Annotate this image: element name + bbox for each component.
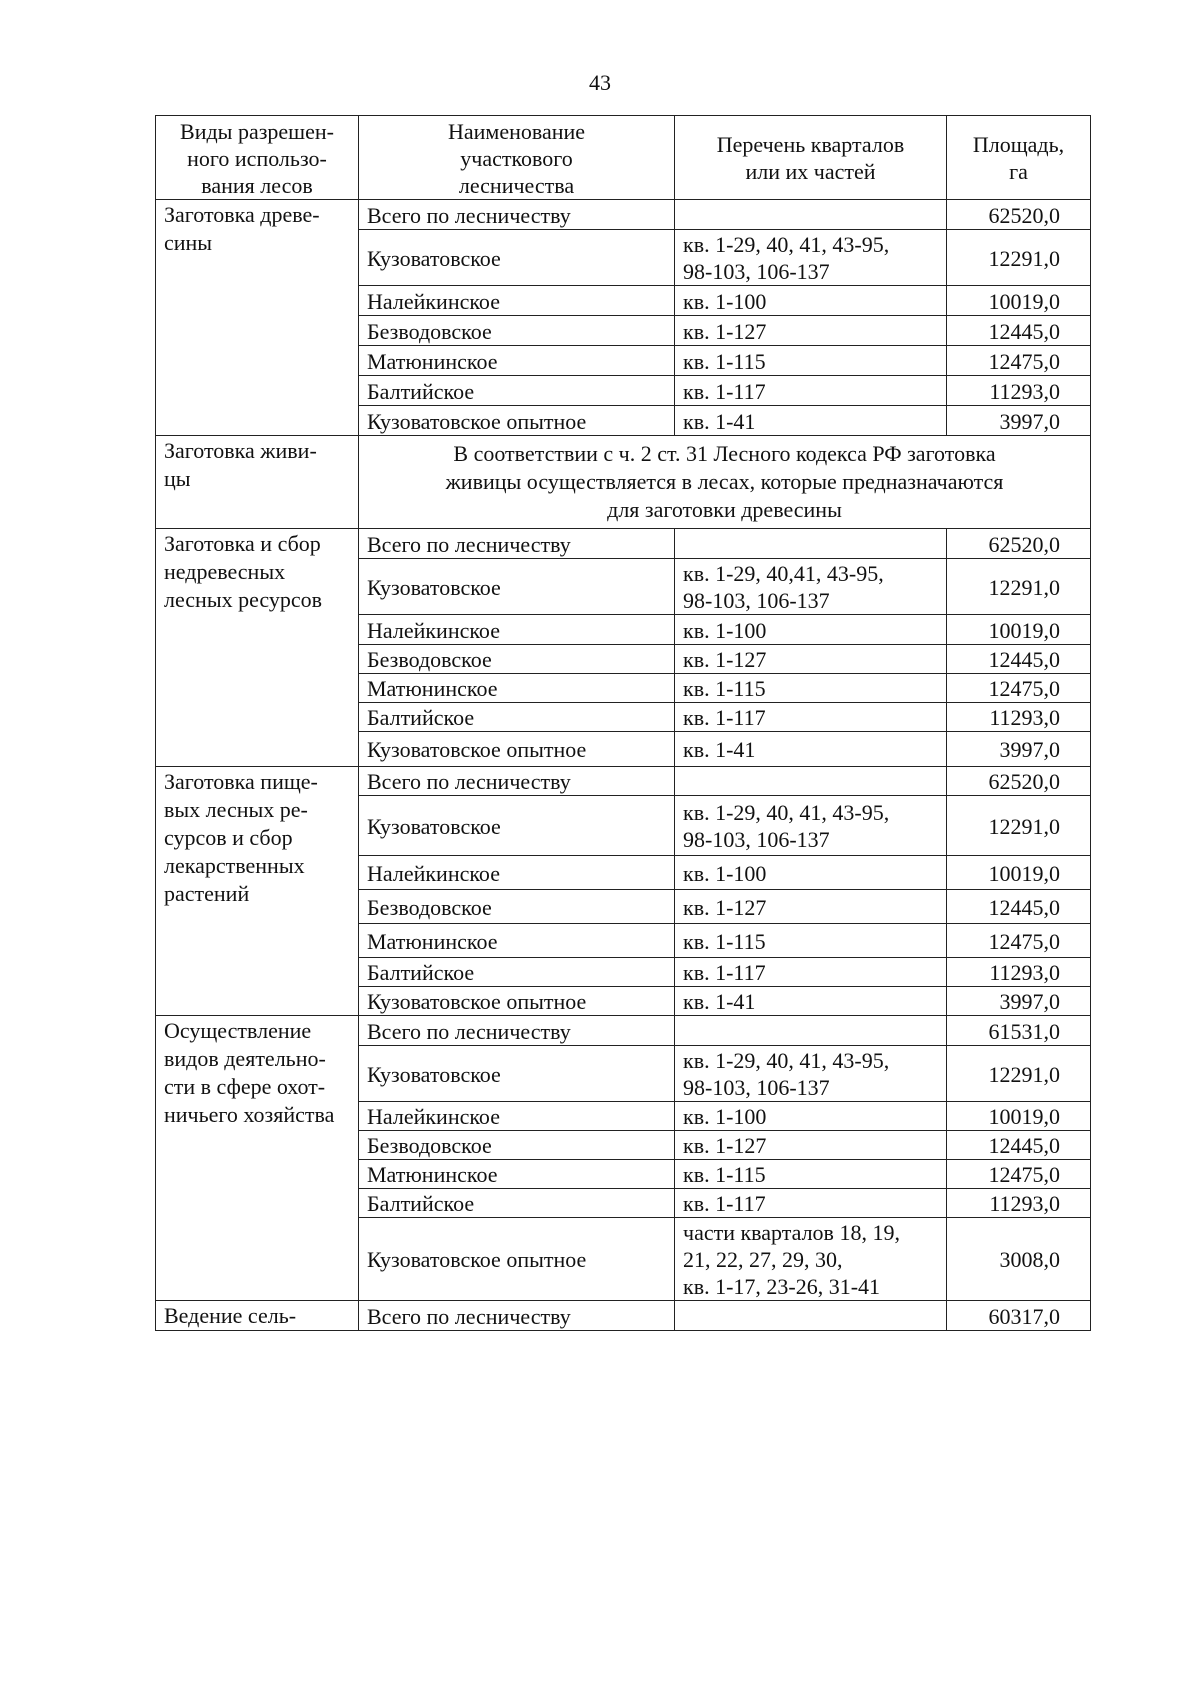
- area-cell: [947, 376, 1091, 406]
- area-text: 12291,0: [988, 574, 1060, 600]
- quarters-cell: [675, 230, 947, 286]
- quarters-text: части кварталов 18, 19, 21, 22, 27, 29, 30, кв. 1-17, 23-26, 31-41: [683, 1220, 900, 1299]
- area-text: 12475,0: [988, 1162, 1060, 1187]
- area-text: 11293,0: [989, 705, 1060, 730]
- district-text: Балтийское: [367, 378, 475, 404]
- area-text: 12291,0: [988, 245, 1060, 271]
- quarters-cell: [675, 703, 947, 732]
- area-text: 3997,0: [999, 989, 1060, 1014]
- district-text: Всего по лесничеству: [367, 531, 571, 557]
- quarters-text: кв. 1-117: [683, 960, 766, 985]
- table-row: [156, 529, 1091, 559]
- quarters-cell: [675, 796, 947, 856]
- use-type-text: Заготовка и сбор недревесных лесных ресурсов: [164, 531, 323, 612]
- header-area: [947, 116, 1091, 200]
- area-text: 12475,0: [988, 676, 1060, 701]
- area-cell: [947, 703, 1091, 732]
- area-cell: [947, 890, 1091, 924]
- quarters-text: кв. 1-100: [683, 1104, 767, 1129]
- district-text: Безводовское: [367, 318, 492, 344]
- district-cell: [359, 958, 675, 987]
- area-text: 62520,0: [988, 769, 1060, 794]
- quarters-text: кв. 1-115: [683, 348, 766, 374]
- district-text: Налейкинское: [367, 617, 500, 643]
- header-quarters: [675, 116, 947, 200]
- area-text: 12475,0: [988, 348, 1060, 374]
- district-text: Налейкинское: [367, 860, 500, 886]
- area-text: 61531,0: [988, 1018, 1060, 1044]
- district-cell: [359, 924, 675, 958]
- quarters-cell: [675, 767, 947, 796]
- area-text: 3997,0: [999, 737, 1060, 762]
- area-cell: [947, 559, 1091, 615]
- area-text: 62520,0: [988, 202, 1060, 228]
- use-type-cell: [156, 200, 359, 436]
- district-text: Кузоватовское: [367, 574, 501, 600]
- district-text: Кузоватовское: [367, 813, 501, 839]
- district-cell: [359, 376, 675, 406]
- quarters-text: кв. 1-100: [683, 860, 767, 886]
- quarters-cell: [675, 529, 947, 559]
- area-text: 12475,0: [988, 928, 1060, 954]
- quarters-cell: [675, 286, 947, 316]
- district-text: Кузоватовское опытное: [367, 989, 587, 1014]
- quarters-cell: [675, 316, 947, 346]
- district-text: Безводовское: [367, 1133, 492, 1158]
- area-text: 12291,0: [988, 1061, 1060, 1087]
- area-text: 12291,0: [988, 813, 1060, 839]
- area-text: 11293,0: [989, 378, 1060, 404]
- quarters-cell: [675, 1046, 947, 1102]
- district-text: Кузоватовское: [367, 1061, 501, 1087]
- quarters-cell: [675, 890, 947, 924]
- area-cell: [947, 645, 1091, 674]
- district-cell: [359, 1046, 675, 1102]
- district-cell: [359, 286, 675, 316]
- district-cell: [359, 1160, 675, 1189]
- quarters-cell: [675, 406, 947, 436]
- district-text: Матюнинское: [367, 1162, 498, 1187]
- quarters-cell: [675, 346, 947, 376]
- use-type-text: Осуществление видов деятельно- сти в сфере охот- ничьего хозяйства: [164, 1018, 335, 1127]
- use-type-cell: [156, 529, 359, 767]
- quarters-cell: [675, 856, 947, 890]
- quarters-text: кв. 1-117: [683, 378, 766, 404]
- district-cell: [359, 674, 675, 703]
- note-row: [156, 436, 1091, 529]
- quarters-cell: [675, 1131, 947, 1160]
- district-cell: [359, 615, 675, 645]
- area-cell: [947, 987, 1091, 1016]
- area-text: 12445,0: [988, 894, 1060, 920]
- district-text: Всего по лесничеству: [367, 1018, 571, 1044]
- district-cell: [359, 1189, 675, 1218]
- district-cell: [359, 732, 675, 767]
- district-cell: [359, 1102, 675, 1131]
- header-quarters-text: Перечень кварталов или их частей: [716, 132, 905, 184]
- quarters-text: кв. 1-127: [683, 1133, 767, 1158]
- quarters-text: кв. 1-41: [683, 989, 756, 1014]
- header-district-text: Наименование участкового лесничества: [447, 118, 586, 198]
- area-text: 10019,0: [988, 617, 1060, 643]
- area-text: 12445,0: [988, 647, 1060, 672]
- area-cell: [947, 796, 1091, 856]
- district-text: Матюнинское: [367, 348, 498, 374]
- district-cell: [359, 346, 675, 376]
- area-cell: [947, 1160, 1091, 1189]
- quarters-cell: [675, 1189, 947, 1218]
- area-cell: [947, 767, 1091, 796]
- area-cell: [947, 1016, 1091, 1046]
- use-type-cell: [156, 767, 359, 1016]
- note-text: В соответствии с ч. 2 ст. 31 Лесного кодекса РФ заготовка живицы осуществляется в лесах, которые предназначаются для заготовки древесины: [445, 441, 1004, 522]
- district-text: Кузоватовское опытное: [367, 408, 587, 434]
- district-cell: [359, 200, 675, 230]
- area-cell: [947, 924, 1091, 958]
- table-row: [156, 1301, 1091, 1331]
- area-cell: [947, 1102, 1091, 1131]
- quarters-cell: [675, 674, 947, 703]
- district-text: Балтийское: [367, 705, 475, 730]
- district-cell: [359, 230, 675, 286]
- table-row: [156, 200, 1091, 230]
- district-cell: [359, 1016, 675, 1046]
- quarters-text: кв. 1-29, 40, 41, 43-95, 98-103, 106-137: [683, 1048, 890, 1100]
- area-cell: [947, 674, 1091, 703]
- quarters-text: кв. 1-41: [683, 737, 756, 762]
- area-cell: [947, 958, 1091, 987]
- quarters-text: кв. 1-100: [683, 617, 767, 643]
- page-number: 43: [589, 70, 611, 95]
- area-text: 3008,0: [999, 1247, 1060, 1272]
- district-cell: [359, 856, 675, 890]
- use-type-text: Заготовка пище- вых лесных ре- сурсов и сбор лекарственных растений: [164, 769, 318, 906]
- district-text: Безводовское: [367, 647, 492, 672]
- area-text: 11293,0: [989, 960, 1060, 985]
- area-cell: [947, 856, 1091, 890]
- area-cell: [947, 732, 1091, 767]
- quarters-cell: [675, 958, 947, 987]
- quarters-text: кв. 1-115: [683, 676, 766, 701]
- district-text: Матюнинское: [367, 676, 498, 701]
- area-cell: [947, 230, 1091, 286]
- district-text: Всего по лесничеству: [367, 202, 571, 228]
- use-type-cell: [156, 1016, 359, 1301]
- district-text: Безводовское: [367, 894, 492, 920]
- quarters-text: кв. 1-127: [683, 647, 767, 672]
- area-text: 10019,0: [988, 288, 1060, 314]
- use-type-text: Ведение сель-: [164, 1303, 297, 1328]
- district-cell: [359, 316, 675, 346]
- area-text: 12445,0: [988, 318, 1060, 344]
- quarters-cell: [675, 559, 947, 615]
- quarters-text: кв. 1-29, 40, 41, 43-95, 98-103, 106-137: [683, 232, 890, 284]
- district-text: Всего по лесничеству: [367, 1303, 571, 1329]
- quarters-cell: [675, 987, 947, 1016]
- area-cell: [947, 286, 1091, 316]
- district-cell: [359, 529, 675, 559]
- table-body: [156, 116, 1091, 1331]
- quarters-text: кв. 1-115: [683, 1162, 766, 1187]
- quarters-text: кв. 1-117: [683, 705, 766, 730]
- forest-use-table: [155, 115, 1091, 1331]
- district-text: Налейкинское: [367, 288, 500, 314]
- area-cell: [947, 1301, 1091, 1331]
- area-text: 12445,0: [988, 1133, 1060, 1158]
- quarters-text: кв. 1-29, 40,41, 43-95, 98-103, 106-137: [683, 561, 884, 613]
- quarters-cell: [675, 200, 947, 230]
- quarters-cell: [675, 376, 947, 406]
- area-text: 11293,0: [989, 1191, 1060, 1216]
- district-cell: [359, 987, 675, 1016]
- quarters-cell: [675, 924, 947, 958]
- district-text: Кузоватовское опытное: [367, 737, 587, 762]
- district-cell: [359, 645, 675, 674]
- area-cell: [947, 529, 1091, 559]
- district-cell: [359, 406, 675, 436]
- quarters-text: кв. 1-127: [683, 318, 767, 344]
- quarters-cell: [675, 1102, 947, 1131]
- quarters-text: кв. 1-127: [683, 894, 767, 920]
- use-type-text: Заготовка древе- сины: [164, 202, 320, 255]
- area-text: 62520,0: [988, 531, 1060, 557]
- quarters-cell: [675, 645, 947, 674]
- use-type-cell: [156, 436, 359, 529]
- area-cell: [947, 316, 1091, 346]
- header-use-type-text: Виды разрешен- ного использо- вания лесов: [180, 118, 334, 198]
- district-cell: [359, 1218, 675, 1301]
- header-use-type: [156, 116, 359, 200]
- use-type-cell: [156, 1301, 359, 1331]
- quarters-cell: [675, 1301, 947, 1331]
- header-district: [359, 116, 675, 200]
- quarters-cell: [675, 615, 947, 645]
- quarters-cell: [675, 1218, 947, 1301]
- district-text: Балтийское: [367, 960, 475, 985]
- area-cell: [947, 1046, 1091, 1102]
- district-text: Налейкинское: [367, 1104, 500, 1129]
- area-cell: [947, 1131, 1091, 1160]
- quarters-text: кв. 1-100: [683, 288, 767, 314]
- district-text: Кузоватовское: [367, 245, 501, 271]
- quarters-text: кв. 1-115: [683, 928, 766, 954]
- district-cell: [359, 796, 675, 856]
- area-cell: [947, 615, 1091, 645]
- district-text: Всего по лесничеству: [367, 769, 571, 794]
- area-text: 60317,0: [988, 1303, 1060, 1329]
- area-text: 10019,0: [988, 860, 1060, 886]
- district-text: Матюнинское: [367, 928, 498, 954]
- quarters-text: кв. 1-29, 40, 41, 43-95, 98-103, 106-137: [683, 800, 890, 852]
- district-cell: [359, 890, 675, 924]
- district-cell: [359, 1131, 675, 1160]
- area-cell: [947, 1218, 1091, 1301]
- header-area-text: Площадь, га: [972, 132, 1065, 184]
- quarters-cell: [675, 1016, 947, 1046]
- quarters-text: кв. 1-117: [683, 1191, 766, 1216]
- area-text: 3997,0: [999, 408, 1060, 434]
- district-cell: [359, 703, 675, 732]
- district-text: Кузоватовское опытное: [367, 1247, 587, 1272]
- quarters-text: кв. 1-41: [683, 408, 756, 434]
- area-cell: [947, 346, 1091, 376]
- note-cell: [359, 436, 1091, 529]
- district-text: Балтийское: [367, 1191, 475, 1216]
- use-type-text: Заготовка живи- цы: [164, 438, 317, 491]
- header-row: [156, 116, 1091, 200]
- area-text: 10019,0: [988, 1104, 1060, 1129]
- table-row: [156, 767, 1091, 796]
- area-cell: [947, 1189, 1091, 1218]
- district-cell: [359, 559, 675, 615]
- district-cell: [359, 1301, 675, 1331]
- area-cell: [947, 406, 1091, 436]
- table-row: [156, 1016, 1091, 1046]
- quarters-cell: [675, 732, 947, 767]
- quarters-cell: [675, 1160, 947, 1189]
- area-cell: [947, 200, 1091, 230]
- district-cell: [359, 767, 675, 796]
